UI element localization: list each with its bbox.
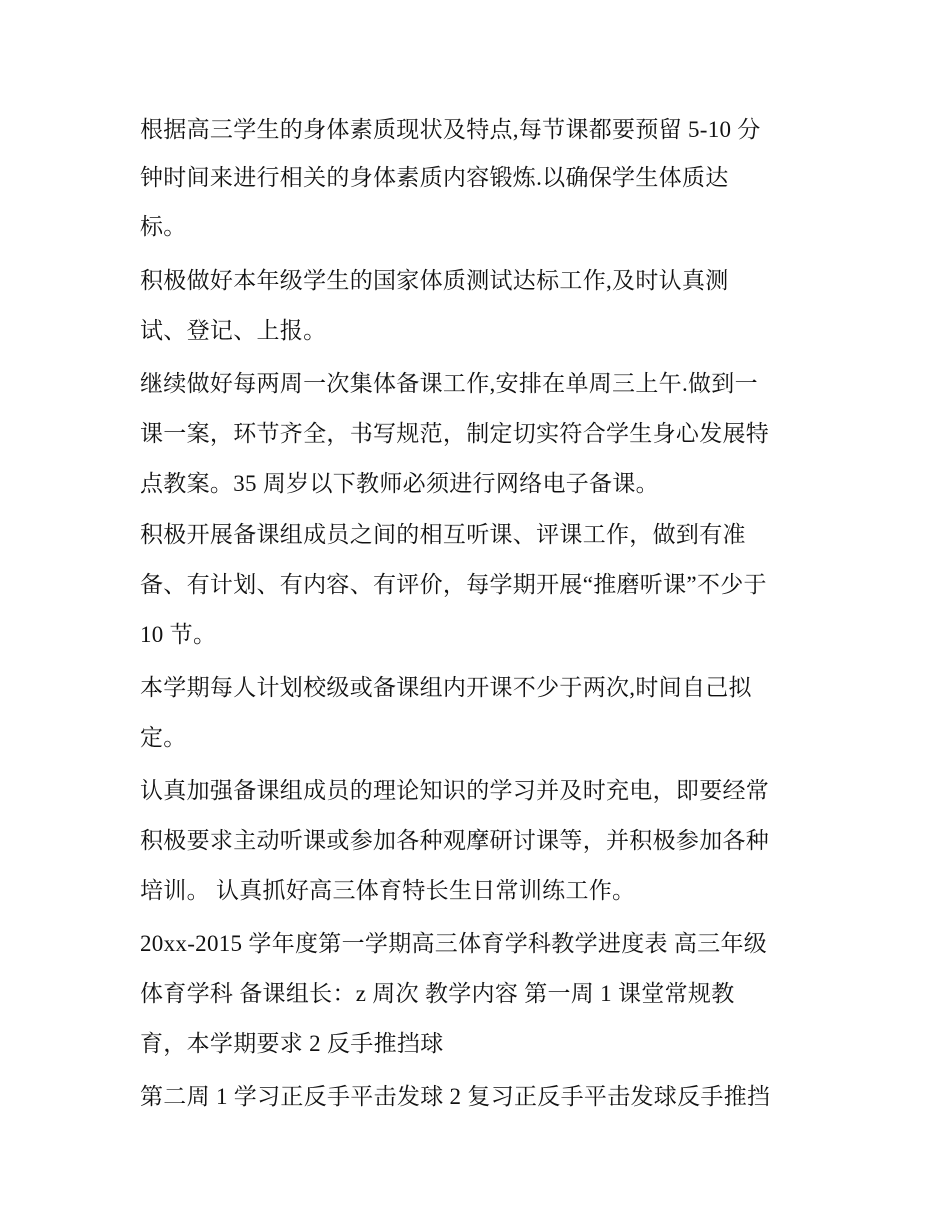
text-line: 20xx-2015 学年度第一学期高三体育学科教学进度表 高三年级 xyxy=(140,931,768,956)
text-line: 点教案。35 周岁以下教师必须进行网络电子备课。 xyxy=(140,471,659,496)
text-line: 积极要求主动听课或参加各种观摩研讨课等，并积极参加各种 xyxy=(140,828,770,853)
text-line: 继续做好每两周一次集体备课工作,安排在单周三上午.做到一 xyxy=(140,371,758,396)
text-line: 备、有计划、有内容、有评价，每学期开展“推磨听课”不少于 xyxy=(140,572,767,597)
text-line: 课一案，环节齐全，书写规范，制定切实符合学生身心发展特 xyxy=(140,421,770,446)
text-line: 积极开展备课组成员之间的相互听课、评课工作，做到有准 xyxy=(140,522,746,547)
text-line: 10 节。 xyxy=(140,622,217,647)
text-line: 试、登记、上报。 xyxy=(140,318,327,343)
text-line: 体育学科 备课组长：z 周次 教学内容 第一周 1 课堂常规教 xyxy=(140,981,735,1006)
text-line: 本学期每人计划校级或备课组内开课不少于两次,时间自己拟 xyxy=(140,675,752,700)
text-line: 积极做好本年级学生的国家体质测试达标工作,及时认真测 xyxy=(140,268,729,293)
text-line: 标。 xyxy=(140,214,187,239)
text-line: 钟时间来进行相关的身体素质内容锻炼.以确保学生体质达 xyxy=(140,165,729,190)
text-line: 根据高三学生的身体素质现状及特点,每节课都要预留 5-10 分 xyxy=(140,117,761,142)
text-line: 育，本学期要求 2 反手推挡球 xyxy=(140,1031,444,1056)
text-line: 培训。 认真抓好高三体育特长生日常训练工作。 xyxy=(140,878,636,903)
text-line: 定。 xyxy=(140,725,187,750)
text-line: 认真加强备课组成员的理论知识的学习并及时充电，即要经常 xyxy=(140,778,770,803)
text-line: 第二周 1 学习正反手平击发球 2 复习正反手平击发球反手推挡 xyxy=(140,1084,771,1109)
